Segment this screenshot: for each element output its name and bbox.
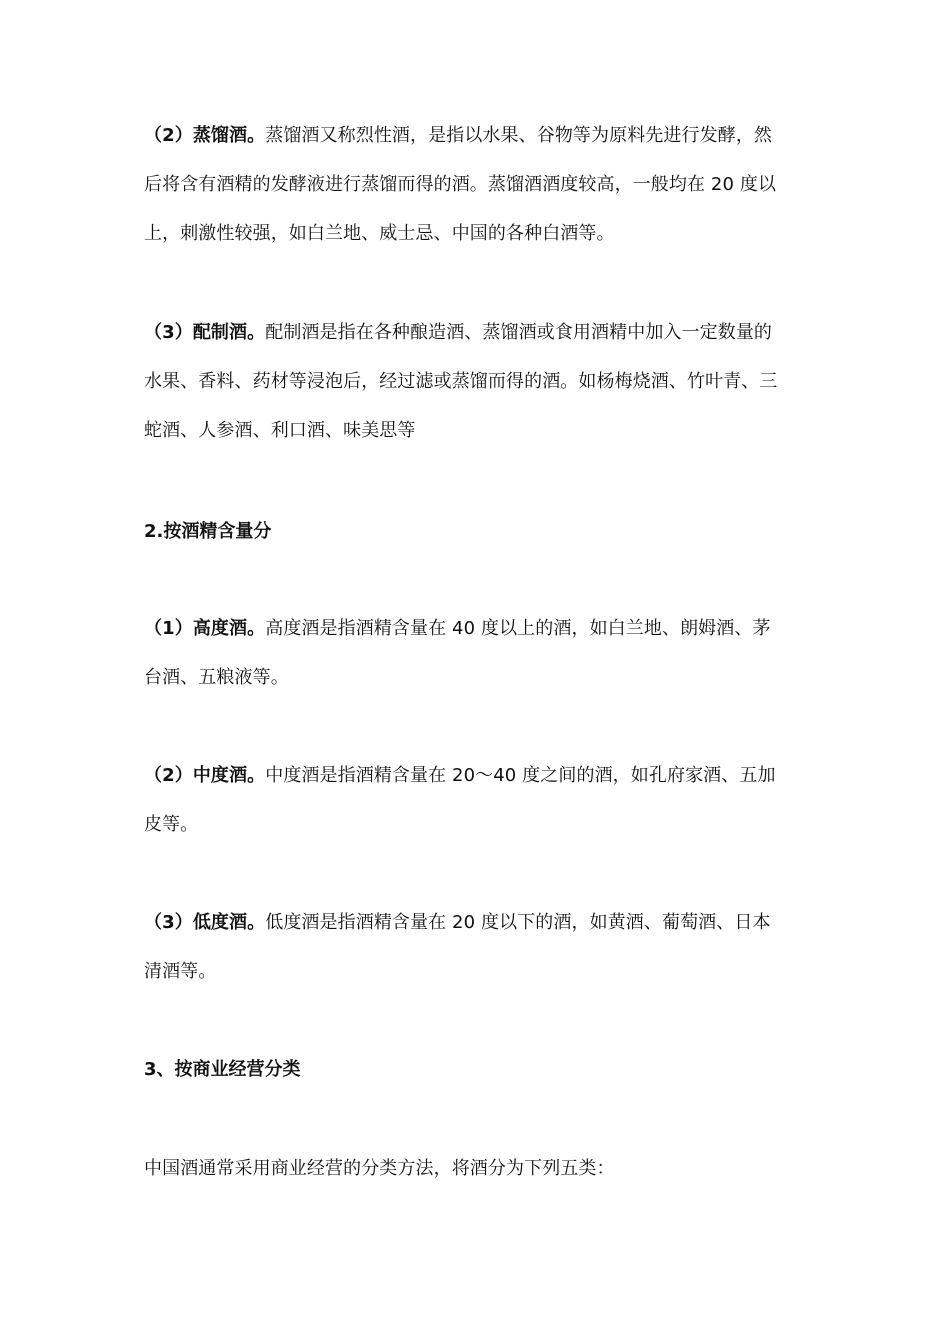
term-label: （1）高度酒。 — [144, 618, 266, 639]
paragraph-line — [144, 308, 812, 357]
paragraph-blended-liquor — [144, 308, 812, 455]
paragraph-text: 中度酒是指酒精含量在 20～40 度之间的酒，如孔府家酒、五加 — [265, 765, 776, 786]
paragraph-low-proof — [144, 898, 812, 996]
term-label: （3）配制酒。 — [144, 322, 266, 343]
paragraph-line: 中国酒通常采用商业经营的分类方法，将酒分为下列五类： — [144, 1158, 615, 1179]
paragraph-line: 后将含有酒精的发酵液进行蒸馏而得的酒。蒸馏酒酒度较高，一般均在 20 度以 — [144, 174, 777, 195]
paragraph-line — [144, 111, 812, 160]
paragraph-line: 清酒等。 — [144, 961, 217, 982]
paragraph-text: 低度酒是指酒精含量在 20 度以下的酒，如黄酒、葡萄酒、日本 — [265, 912, 771, 933]
section-heading-alcohol-content: 2.按酒精含量分 — [144, 521, 272, 542]
paragraph-text: 蒸馏酒又称烈性酒，是指以水果、谷物等为原料先进行发酵，然 — [265, 125, 773, 146]
paragraph-medium-proof — [144, 751, 812, 849]
paragraph-high-proof — [144, 604, 812, 702]
section-heading-business-classification: 3、按商业经营分类 — [144, 1059, 301, 1080]
term-label: （2）中度酒。 — [144, 765, 266, 786]
paragraph-distilled-liquor — [144, 111, 812, 258]
paragraph-line — [144, 898, 812, 947]
paragraph-line: 上，刺激性较强，如白兰地、威士忌、中国的各种白酒等。 — [144, 223, 615, 244]
paragraph-text: 高度酒是指酒精含量在 40 度以上的酒，如白兰地、朗姆酒、茅 — [265, 618, 771, 639]
paragraph-line: 蛇酒、人参酒、利口酒、味美思等 — [144, 420, 416, 441]
paragraph-line: 水果、香料、药材等浸泡后，经过滤或蒸馏而得的酒。如杨梅烧酒、竹叶青、三 — [144, 371, 778, 392]
paragraph-line — [144, 751, 812, 800]
paragraph-text: 配制酒是指在各种酿造酒、蒸馏酒或食用酒精中加入一定数量的 — [265, 322, 773, 343]
paragraph-business-intro — [144, 1144, 812, 1193]
paragraph-line: 台酒、五粮液等。 — [144, 667, 289, 688]
term-label: （2）蒸馏酒。 — [144, 125, 266, 146]
term-label: （3）低度酒。 — [144, 912, 266, 933]
paragraph-line: 皮等。 — [144, 814, 199, 835]
paragraph-line — [144, 604, 812, 653]
